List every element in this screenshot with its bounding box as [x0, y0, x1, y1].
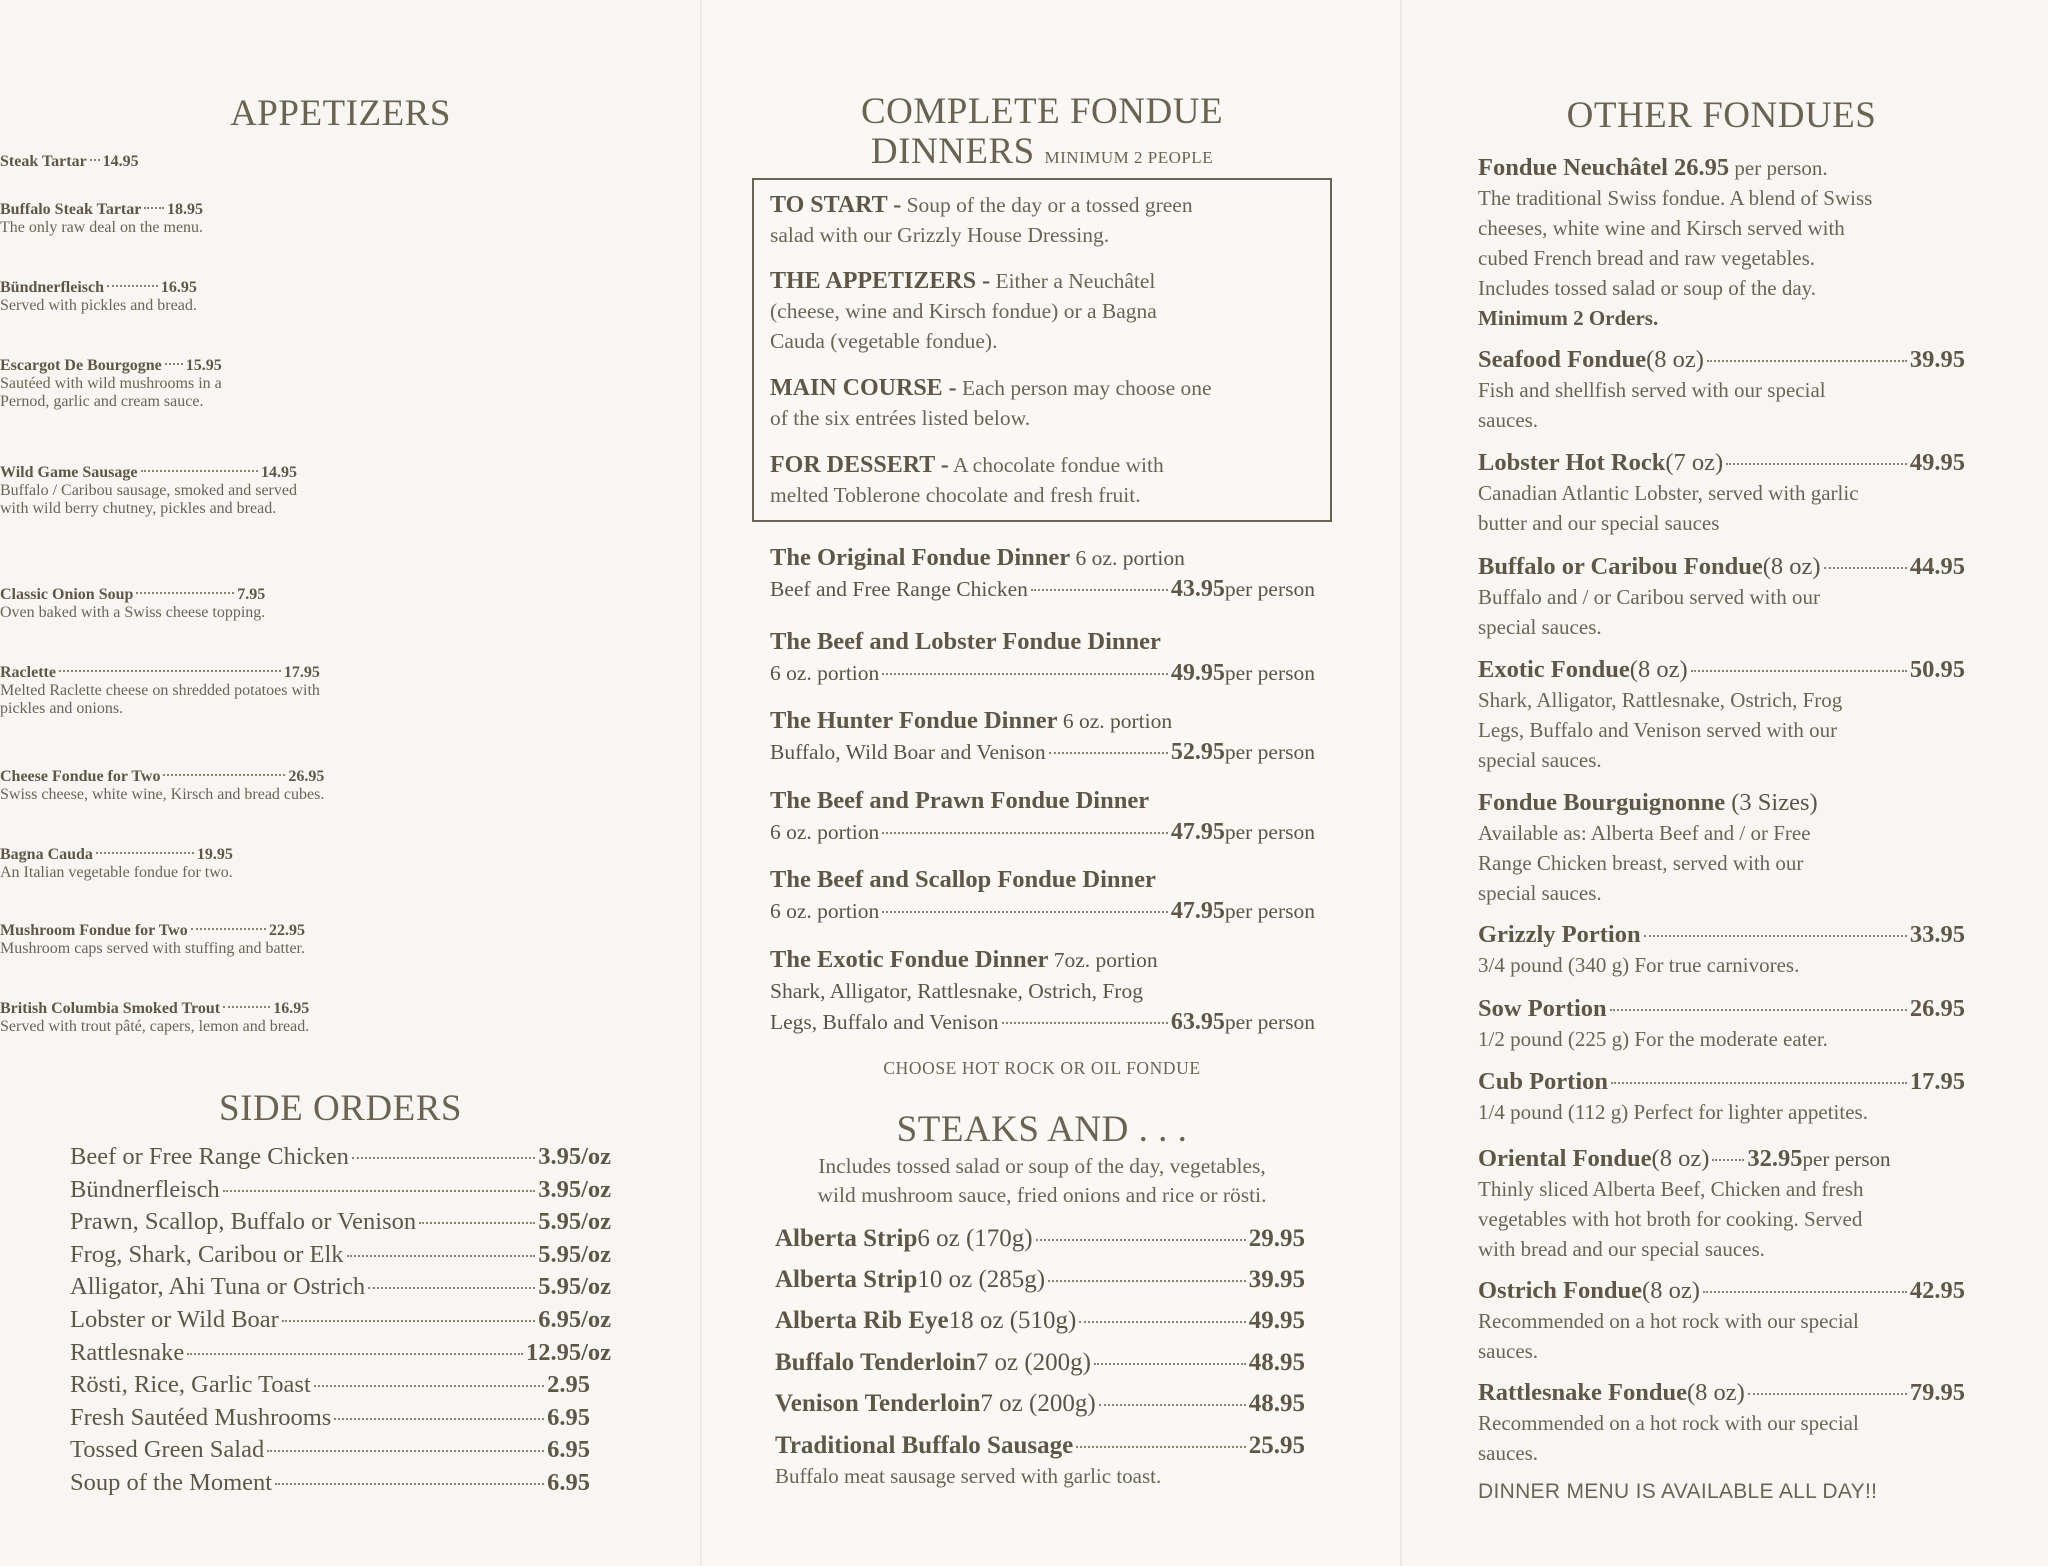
item-size: (8 oz): [1642, 1277, 1700, 1304]
portion-item: [1478, 994, 1965, 1054]
item-description: Served with trout pâté, capers, lemon and bread.: [0, 1018, 310, 1035]
steaks-intro-line: wild mushroom sauce, fried onions and rice or rösti.: [817, 1183, 1267, 1207]
side-order-row: [70, 1174, 611, 1206]
item-price: 5.95/oz: [538, 1273, 611, 1300]
dinner-name: The Hunter Fondue Dinner: [770, 707, 1058, 734]
dinner-name: The Exotic Fondue Dinner: [770, 946, 1049, 973]
dinner-item: [770, 864, 1315, 927]
item-price: 15.95: [185, 357, 222, 374]
item-description: Oven baked with a Swiss cheese topping.: [0, 604, 266, 621]
item-name: Traditional Buffalo Sausage: [775, 1432, 1074, 1459]
dot-leader: [1094, 1363, 1246, 1365]
side-order-row: [70, 1467, 590, 1499]
item-name: Bagna Cauda: [0, 846, 93, 863]
course-label: MAIN COURSE -: [770, 375, 957, 401]
menu-item: [1478, 1144, 1965, 1264]
side-order-row: [70, 1369, 590, 1401]
item-name: Ostrich Fondue: [1478, 1277, 1643, 1304]
item-size: (8 oz): [1629, 656, 1688, 683]
dinner-portion: 6 oz. portion: [1070, 546, 1185, 570]
side-order-row: [70, 1141, 611, 1173]
side-order-row: [70, 1304, 611, 1336]
item-price: 48.95: [1248, 1390, 1305, 1417]
per-person: per person: [1224, 661, 1315, 685]
item-price: 3.95/oz: [538, 1176, 611, 1203]
minimum-orders: Minimum 2 Orders.: [1478, 306, 1659, 330]
item-price: 26.95: [1674, 154, 1730, 181]
dinner-sub: Legs, Buffalo and Venison: [770, 1010, 999, 1034]
item-price: 42.95: [1909, 1277, 1965, 1304]
minimum-note: MINIMUM 2 PEOPLE: [1044, 148, 1214, 167]
item-name: Buffalo Steak Tartar: [0, 201, 142, 218]
item-name: Bündnerfleisch: [70, 1176, 220, 1203]
steaks-intro: [752, 1152, 1332, 1210]
item-name: Alberta Strip: [775, 1266, 918, 1293]
course-text: Cauda (vegetable fondue).: [770, 329, 998, 353]
per-person: per person: [1802, 1147, 1891, 1171]
steak-item: [775, 1387, 1305, 1421]
dot-leader: [275, 1483, 544, 1485]
item-size: (8 oz): [1651, 1145, 1710, 1172]
item-size: 7 oz (200g): [980, 1390, 1096, 1417]
dot-leader: [347, 1255, 536, 1257]
steaks-title: STEAKS AND . . .: [896, 1109, 1188, 1150]
dot-leader: [96, 852, 194, 854]
course-label: THE APPETIZERS -: [770, 268, 991, 294]
item-price: 14.95: [260, 464, 297, 481]
item-name: Buffalo or Caribou Fondue: [1478, 553, 1763, 580]
dinner-portion: 7oz. portion: [1048, 948, 1158, 972]
item-name: Alligator, Ahi Tuna or Ostrich: [70, 1273, 366, 1300]
menu-item: [1478, 345, 1965, 435]
item-price: 16.95: [273, 1000, 310, 1017]
dinner-sub: 6 oz. portion: [770, 661, 880, 685]
menu-item: [0, 1000, 309, 1036]
dinner-item: [770, 944, 1315, 1038]
dinner-portion: 6 oz. portion: [1057, 709, 1173, 733]
dot-leader: [1644, 935, 1907, 937]
item-name: Soup of the Moment: [70, 1469, 273, 1496]
item-price: 50.95: [1909, 656, 1965, 683]
dinner-item: [770, 542, 1315, 605]
availability-note: DINNER MENU IS AVAILABLE ALL DAY!!: [1478, 1480, 1878, 1503]
steak-item: [775, 1222, 1305, 1256]
dot-leader: [1031, 589, 1168, 591]
course-entry: [770, 266, 1318, 356]
title-word: DINNERS: [870, 131, 1035, 172]
item-name: Frog, Shark, Caribou or Elk: [70, 1241, 344, 1268]
dinner-item: [770, 705, 1315, 768]
item-description: sauces.: [1478, 1441, 1539, 1465]
item-description: Served with pickles and bread.: [0, 297, 197, 314]
fold-line-right: [1400, 0, 1402, 1566]
item-name: Beef or Free Range Chicken: [70, 1143, 349, 1170]
other-fondues-title: OTHER FONDUES: [1566, 95, 1877, 136]
menu-item: [1478, 448, 1965, 538]
item-price: 6.95/oz: [538, 1306, 611, 1333]
item-size: 6 oz (170g): [917, 1225, 1033, 1252]
steaks-intro-line: Includes tossed salad or soup of the day, vegetables,: [818, 1154, 1266, 1178]
item-description: Canadian Atlantic Lobster, served with garlic: [1478, 481, 1859, 505]
dot-leader: [282, 1320, 535, 1322]
item-description: Recommended on a hot rock with our special: [1478, 1309, 1859, 1333]
item-description: vegetables with hot broth for cooking. Served: [1478, 1207, 1863, 1231]
dot-leader: [107, 285, 158, 287]
item-price: 5.95/oz: [538, 1208, 611, 1235]
item-name: Fresh Sautéed Mushrooms: [70, 1404, 332, 1431]
side-order-row: [70, 1271, 611, 1303]
per-person: per person: [1224, 820, 1315, 844]
item-name: Fondue Bourguignonne: [1478, 789, 1726, 816]
item-description: Available as: Alberta Beef and / or Free: [1478, 821, 1811, 845]
item-price: 12.95/oz: [525, 1339, 611, 1366]
item-size: 18 oz (510g): [948, 1307, 1077, 1334]
item-description: Mushroom caps served with stuffing and batter.: [0, 940, 305, 957]
item-description: Buffalo and / or Caribou served with our: [1478, 585, 1820, 609]
complete-dinners-title: COMPLETE FONDUE: [860, 91, 1224, 132]
dinner-name: The Beef and Scallop Fondue Dinner: [770, 866, 1156, 893]
item-size: (7 oz): [1665, 449, 1724, 476]
item-size: (3 Sizes): [1725, 789, 1818, 816]
item-name: Seafood Fondue: [1478, 346, 1647, 373]
dinner-price: 47.95: [1170, 898, 1225, 924]
item-price: 44.95: [1909, 553, 1965, 580]
dot-leader: [882, 832, 1168, 834]
item-price: 3.95/oz: [538, 1143, 611, 1170]
item-price: 6.95: [547, 1436, 590, 1463]
item-description: butter and our special sauces: [1478, 511, 1720, 535]
item-name: Wild Game Sausage: [0, 464, 138, 481]
steak-item: [775, 1304, 1305, 1338]
item-description: Pernod, garlic and cream sauce.: [0, 393, 204, 410]
dot-leader: [141, 470, 258, 472]
steak-item: [775, 1429, 1305, 1463]
dot-leader: [90, 159, 100, 161]
item-price: 39.95: [1909, 346, 1965, 373]
dinner-price: 43.95: [1170, 576, 1225, 602]
menu-item: [0, 464, 297, 518]
course-label: TO START -: [770, 192, 902, 218]
item-price: 49.95: [1909, 449, 1965, 476]
item-description: Thinly sliced Alberta Beef, Chicken and fresh: [1478, 1177, 1864, 1201]
item-name: Alberta Strip: [775, 1225, 918, 1252]
dinner-name: The Beef and Lobster Fondue Dinner: [770, 628, 1161, 655]
dinner-sub: 6 oz. portion: [770, 820, 880, 844]
item-description: The traditional Swiss fondue. A blend of Swiss: [1478, 186, 1873, 210]
menu-item: [0, 922, 305, 958]
dinner-sub: Shark, Alligator, Rattlesnake, Ostrich, Frog: [770, 979, 1143, 1003]
menu-item: [1478, 1378, 1965, 1468]
dinner-name: The Original Fondue Dinner: [770, 544, 1071, 571]
item-name: Lobster Hot Rock: [1478, 449, 1666, 476]
item-description: 3/4 pound (340 g) For true carnivores.: [1478, 953, 1800, 977]
complete-dinners-title-line2: [752, 132, 1332, 178]
course-text: Each person may choose one: [956, 376, 1212, 400]
dot-leader: [191, 928, 266, 930]
dot-leader: [882, 911, 1168, 913]
item-price: 33.95: [1909, 921, 1965, 948]
item-name: Buffalo Tenderloin: [775, 1349, 976, 1376]
side-order-row: [70, 1337, 611, 1369]
item-name: Cub Portion: [1478, 1068, 1609, 1095]
course-text: Either a Neuchâtel: [990, 269, 1156, 293]
item-name: Raclette: [0, 664, 56, 681]
course-text: Soup of the day or a tossed green: [901, 193, 1193, 217]
item-description: cheeses, white wine and Kirsch served with: [1478, 216, 1845, 240]
item-description: 1/2 pound (225 g) For the moderate eater.: [1478, 1027, 1828, 1051]
dot-leader: [1076, 1446, 1246, 1448]
item-price: 5.95/oz: [538, 1241, 611, 1268]
dinner-price: 49.95: [1170, 660, 1225, 686]
per-person: per person: [1224, 740, 1315, 764]
dot-leader: [1703, 1291, 1907, 1293]
dot-leader: [882, 673, 1168, 675]
dot-leader: [352, 1157, 535, 1159]
item-size: (8 oz): [1686, 1379, 1745, 1406]
side-orders-title: SIDE ORDERS: [219, 1088, 462, 1129]
item-description: Swiss cheese, white wine, Kirsch and bread cubes.: [0, 786, 325, 803]
item-price: 6.95: [547, 1404, 590, 1431]
dinner-item: [770, 785, 1315, 848]
dot-leader: [187, 1353, 523, 1355]
item-description: sauces.: [1478, 408, 1539, 432]
item-price: 14.95: [102, 153, 139, 170]
menu-item: [1478, 655, 1965, 775]
side-order-row: [70, 1206, 611, 1238]
item-description: Shark, Alligator, Rattlesnake, Ostrich, Frog: [1478, 688, 1843, 712]
per-person: per person: [1224, 577, 1315, 601]
item-description: Fish and shellfish served with our special: [1478, 378, 1826, 402]
item-description: special sauces.: [1478, 748, 1602, 772]
menu-item: [0, 768, 324, 804]
dot-leader: [1049, 752, 1168, 754]
item-price: 2.95: [547, 1371, 590, 1398]
fold-line-left: [700, 0, 702, 1566]
dinner-item: [770, 626, 1315, 689]
dot-leader: [267, 1450, 544, 1452]
dot-leader: [144, 207, 164, 209]
steak-item: [775, 1346, 1305, 1380]
item-name: Prawn, Scallop, Buffalo or Venison: [70, 1208, 417, 1235]
menu-item: [0, 664, 320, 718]
item-description: sauces.: [1478, 1339, 1539, 1363]
dot-leader: [1712, 1159, 1744, 1161]
item-price: 7.95: [237, 586, 266, 603]
dot-leader: [59, 670, 281, 672]
item-size: 7 oz (200g): [975, 1349, 1091, 1376]
item-size: (8 oz): [1646, 346, 1704, 373]
item-description: An Italian vegetable fondue for two.: [0, 864, 233, 881]
menu-item: [1478, 1276, 1965, 1366]
item-description: Melted Raclette cheese on shredded potatoes with: [0, 682, 320, 699]
item-name: Steak Tartar: [0, 153, 87, 170]
dot-leader: [1691, 670, 1907, 672]
course-text: A chocolate fondue with: [948, 453, 1164, 477]
menu-item: [1478, 153, 1965, 333]
item-size: (8 oz): [1762, 553, 1821, 580]
dot-leader: [223, 1006, 270, 1008]
course-text: melted Toblerone chocolate and fresh fruit.: [770, 483, 1141, 507]
menu-item: [0, 153, 139, 171]
item-price: 19.95: [196, 846, 233, 863]
item-name: Exotic Fondue: [1478, 656, 1630, 683]
item-name: Rattlesnake Fondue: [1478, 1379, 1687, 1406]
item-name: Rattlesnake: [70, 1339, 185, 1366]
dot-leader: [223, 1190, 536, 1192]
item-description: Includes tossed salad or soup of the day.: [1478, 276, 1817, 300]
portion-item: [1478, 920, 1965, 980]
appetizers-title: APPETIZERS: [230, 93, 451, 134]
course-text: of the six entrées listed below.: [770, 406, 1031, 430]
dot-leader: [163, 774, 285, 776]
item-price: 32.95: [1747, 1145, 1803, 1172]
menu-item: [0, 357, 222, 411]
per-person: per person.: [1729, 156, 1828, 180]
item-price: 16.95: [160, 279, 197, 296]
item-description: cubed French bread and raw vegetables.: [1478, 246, 1816, 270]
dinner-price: 52.95: [1170, 739, 1225, 765]
dot-leader: [1099, 1404, 1246, 1406]
item-description: Range Chicken breast, served with our: [1478, 851, 1804, 875]
steak-item: [775, 1263, 1305, 1297]
fondue-choice-note: CHOOSE HOT ROCK OR OIL FONDUE: [883, 1058, 1201, 1078]
dot-leader: [1610, 1009, 1907, 1011]
dot-leader: [1824, 567, 1907, 569]
menu-item: [0, 846, 233, 882]
dot-leader: [1036, 1239, 1246, 1241]
item-price: 79.95: [1909, 1379, 1965, 1406]
item-price: 26.95: [1909, 995, 1965, 1022]
menu-item: [1478, 552, 1965, 642]
dinner-sub: Beef and Free Range Chicken: [770, 577, 1028, 601]
item-name: Rösti, Rice, Garlic Toast: [70, 1371, 311, 1398]
item-price: 49.95: [1248, 1307, 1305, 1334]
item-name: Sow Portion: [1478, 995, 1607, 1022]
dot-leader: [1048, 1280, 1246, 1282]
item-price: 6.95: [547, 1469, 590, 1496]
item-name: Bündnerfleisch: [0, 279, 105, 296]
item-description: The only raw deal on the menu.: [0, 219, 204, 236]
dinner-sub: Buffalo, Wild Boar and Venison: [770, 740, 1046, 764]
course-text: salad with our Grizzly House Dressing.: [770, 223, 1110, 247]
dot-leader: [1079, 1321, 1245, 1323]
item-price: 26.95: [288, 768, 325, 785]
item-price: 29.95: [1248, 1225, 1305, 1252]
item-name: Grizzly Portion: [1478, 921, 1641, 948]
dinner-sub: 6 oz. portion: [770, 899, 880, 923]
dot-leader: [1707, 360, 1907, 362]
item-description: Buffalo / Caribou sausage, smoked and served: [0, 482, 297, 499]
item-name: Cheese Fondue for Two: [0, 768, 161, 785]
item-description: with wild berry chutney, pickles and bread.: [0, 500, 277, 517]
portion-item: [1478, 1067, 1965, 1127]
item-price: 39.95: [1248, 1266, 1305, 1293]
item-name: Fondue Neuchâtel: [1478, 154, 1668, 181]
item-price: 17.95: [1909, 1068, 1965, 1095]
sausage-description: Buffalo meat sausage served with garlic toast.: [775, 1464, 1162, 1488]
dot-leader: [1748, 1393, 1907, 1395]
dot-leader: [334, 1418, 544, 1420]
side-order-row: [70, 1402, 590, 1434]
course-entry: [770, 373, 1318, 433]
item-description: Legs, Buffalo and Venison served with our: [1478, 718, 1838, 742]
dot-leader: [136, 592, 234, 594]
menu-item: [1478, 788, 1965, 908]
item-description: special sauces.: [1478, 615, 1602, 639]
dot-leader: [1002, 1022, 1168, 1024]
item-price: 25.95: [1248, 1432, 1305, 1459]
item-description: special sauces.: [1478, 881, 1602, 905]
side-order-row: [70, 1434, 590, 1466]
item-name: Mushroom Fondue for Two: [0, 922, 188, 939]
item-name: Escargot De Bourgogne: [0, 357, 162, 374]
dot-leader: [1611, 1082, 1907, 1084]
menu-item: [0, 586, 265, 622]
course-label: FOR DESSERT -: [770, 452, 949, 478]
item-description: Sautéed with wild mushrooms in a: [0, 375, 222, 392]
dinner-name: The Beef and Prawn Fondue Dinner: [770, 787, 1150, 814]
item-description: Recommended on a hot rock with our special: [1478, 1411, 1859, 1435]
item-price: 48.95: [1248, 1349, 1305, 1376]
item-name: Tossed Green Salad: [70, 1436, 265, 1463]
dot-leader: [368, 1287, 535, 1289]
dinner-price: 47.95: [1170, 819, 1225, 845]
per-person: per person: [1224, 1010, 1315, 1034]
per-person: per person: [1224, 899, 1315, 923]
dot-leader: [165, 363, 183, 365]
item-description: 1/4 pound (112 g) Perfect for lighter appetites.: [1478, 1100, 1868, 1124]
side-order-row: [70, 1239, 611, 1271]
item-description: with bread and our special sauces.: [1478, 1237, 1765, 1261]
item-description: pickles and onions.: [0, 700, 124, 717]
dot-leader: [419, 1222, 535, 1224]
item-size: 10 oz (285g): [917, 1266, 1046, 1293]
menu-item: [0, 201, 203, 237]
dot-leader: [314, 1385, 544, 1387]
item-name: Venison Tenderloin: [775, 1390, 981, 1417]
dinner-price: 63.95: [1170, 1009, 1225, 1035]
course-entry: [770, 190, 1318, 250]
item-price: 22.95: [268, 922, 305, 939]
dot-leader: [1726, 463, 1907, 465]
course-text: (cheese, wine and Kirsch fondue) or a Bagna: [770, 299, 1157, 323]
item-price: 18.95: [167, 201, 204, 218]
item-name: Lobster or Wild Boar: [70, 1306, 279, 1333]
item-price: 17.95: [283, 664, 320, 681]
item-name: Classic Onion Soup: [0, 586, 134, 603]
course-entry: [770, 450, 1318, 510]
item-name: British Columbia Smoked Trout: [0, 1000, 221, 1017]
menu-item: [0, 279, 197, 315]
item-name: Oriental Fondue: [1478, 1145, 1652, 1172]
item-name: Alberta Rib Eye: [775, 1307, 949, 1334]
